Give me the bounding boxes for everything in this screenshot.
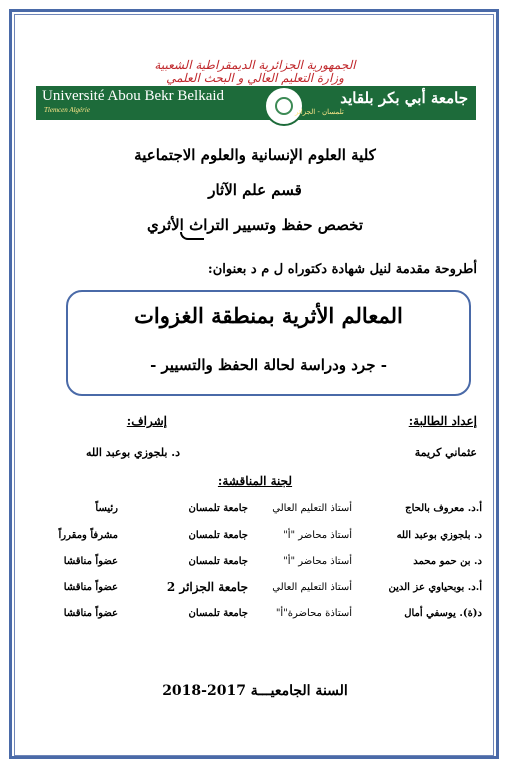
university-city-ar: تلمسان - الجزائر bbox=[295, 108, 344, 116]
university-seal-icon bbox=[264, 86, 304, 126]
university-name-fr: Université Abou Bekr Belkaid bbox=[42, 88, 225, 104]
member-institution: جامعة تلمسان bbox=[188, 608, 248, 619]
ministry-line: وزارة التعليم العالي و البحث العلمي bbox=[166, 71, 344, 85]
member-institution: جامعة تلمسان bbox=[188, 530, 248, 541]
academic-year: السنة الجامعيـــة 2017-2018 bbox=[162, 683, 348, 699]
member-role: عضواً مناقشا bbox=[63, 582, 118, 593]
member-name: د(ة). يوسفي أمال bbox=[404, 608, 482, 619]
department-name: قسم علم الآثار bbox=[208, 181, 302, 199]
member-name: أ.د. بوبحياوي عز الدين bbox=[388, 582, 482, 593]
student-name: عثماني كريمة bbox=[414, 446, 477, 459]
thesis-subtitle: - جرد ودراسة لحالة الحفظ والتسيير - bbox=[150, 356, 387, 374]
member-name: د. بن حمو محمد bbox=[413, 556, 482, 567]
supervision-label: إشراف: bbox=[126, 414, 167, 428]
member-rank: أستاذة محاضرة"أ" bbox=[275, 608, 352, 619]
member-name: أ.د. معروف بالحاج bbox=[405, 503, 482, 514]
thesis-intro: أطروحة مقدمة لنيل شهادة دكتوراه ل م د بعنوان: bbox=[207, 262, 477, 277]
member-name: د. بلجوزي بوعبد الله bbox=[396, 530, 482, 541]
member-institution: جامعة تلمسان bbox=[188, 503, 248, 514]
member-rank: أستاذ التعليم العالي bbox=[272, 582, 352, 593]
thesis-title: المعالم الأثرية بمنطقة الغزوات bbox=[134, 303, 403, 328]
member-rank: أستاذ محاضر "أ" bbox=[283, 556, 352, 567]
calligraphy-flourish bbox=[180, 232, 204, 240]
member-role: عضواً مناقشا bbox=[63, 556, 118, 567]
specialty-name: تخصص حفظ وتسيير التراث الأثري bbox=[146, 216, 364, 234]
committee-label: لجنة المناقشة: bbox=[217, 474, 293, 488]
prepared-by-label: إعداد الطالبة: bbox=[408, 414, 477, 428]
university-city-fr: Tlemcen Algérie bbox=[44, 106, 90, 114]
member-institution: جامعة الجزائر 2 bbox=[166, 580, 248, 594]
member-institution: جامعة تلمسان bbox=[188, 556, 248, 567]
university-name-ar: جامعة أبي بكر بلقايد bbox=[340, 89, 468, 107]
member-rank: أستاذ محاضر "أ" bbox=[283, 530, 352, 541]
member-rank: أستاذ التعليم العالي bbox=[272, 503, 352, 514]
faculty-name: كلية العلوم الإنسانية والعلوم الاجتماعية bbox=[134, 146, 376, 164]
member-role: رئيساً bbox=[95, 503, 118, 514]
member-role: مشرفاً ومقرراً bbox=[58, 530, 118, 541]
republic-line: الجمهورية الجزائرية الديمقراطية الشعبية bbox=[154, 58, 356, 72]
member-role: عضواً مناقشا bbox=[63, 608, 118, 619]
supervisor-name: د. بلجوزي بوعبد الله bbox=[86, 446, 180, 459]
